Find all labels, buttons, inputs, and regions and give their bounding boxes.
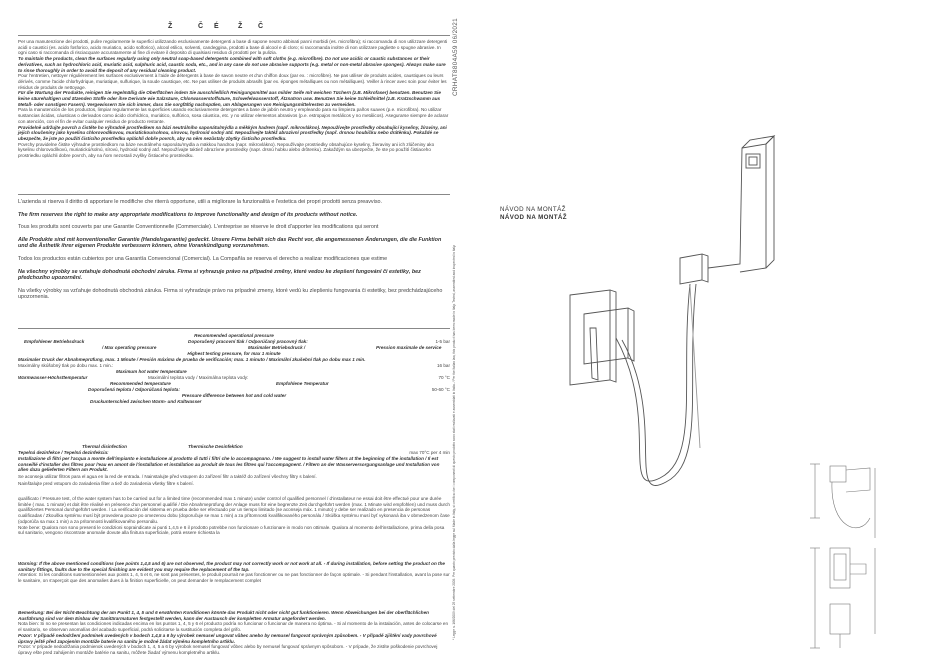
modifications-en: The firm reserves the right to make any appropriate modifications to improve functionality and design of its products without notice. bbox=[18, 211, 358, 218]
warning-en: Warning: If the above mentioned conditions (see points 1,4,5 and 6) are not observed, the product may not correctly work or not work at all. - If during installation, before setting the product on the sanitary fittings, faults due to the special finishing are evident you may require the replacement of the tap. bbox=[18, 561, 445, 572]
disinfection-title: Thermal disinfection bbox=[82, 444, 127, 449]
header-letter: Č bbox=[198, 23, 204, 30]
shower-nozzle-inner bbox=[749, 157, 757, 165]
wall-plate-edge bbox=[610, 290, 616, 382]
title-line: NÁVOD NA MONTÁŽ bbox=[500, 214, 567, 221]
divider bbox=[18, 35, 450, 36]
qualified-text: qualificato / Pressure test, of the water system has to be carried out for a limited time (recommended max 1 minute) under control of qualified personnel / d'installateur ne essai doit être effectué pour une durée limitée ( max. 1 minute) et doit être réalisé en présence d'un personnel qualifié / Die Abnahmeprüfung der Anlage muss für eine begrenzte Zeit durchgeführt werden (max. 1 Minute wird empfohlen) und muss durch qualifiziertes Personal durchgeführt werden. / La verificación del sistema en prueba debe ser efectuado por un tiempo limitado (se aconseja máx. 1 minuto) y debe ser realizado en presencia de personas cualificadas / Zkouška systému musí být provedena pouze po omezenou dobu (doporučuje se max 1 min) a za přítomnosti kvalifikovaného personálu / Skúška systému musí byť vykonaná iba v obmedzenom čase (odporúča sa max 1 min) a za prítomnosti kvalifikovaného personálu. bbox=[18, 496, 450, 524]
shower-head-side bbox=[766, 136, 774, 268]
hygienic-shower-drawing bbox=[570, 136, 774, 485]
warning-section bbox=[18, 561, 450, 584]
spec-heading: Maximum hot water temperature bbox=[116, 369, 187, 374]
side-plate-inner bbox=[834, 554, 846, 580]
spec-label: Maximaler Betriebsdruck / bbox=[248, 345, 306, 350]
modifications-it: L'azienda si riserva il diritto di apportare le modifiche che riterrà opportune, utili a migliorare la funzionalità e l'estetica dei propri prodotti senza preavviso. bbox=[18, 199, 383, 205]
maintenance-fr: Pour l'entretien, nettoyer régulièrement les surfaces exclusivement à l'aide de détergents à base de savon neutre et d'un chiffon doux (par ex. : microfibre). Ne pas utiliser de produits acides, caustiques ou leurs dérivés, comme l'acide chlorhydrique, muriatique, sulfurique, la soude caustique, etc. Ne pas utiliser de produits abrasifs (par ex. éponges métalliques ou non métalliques). Veiller à rincer avec soin pour éviter les résidus de produits de nettoyage. bbox=[18, 73, 447, 90]
technical-drawing-side bbox=[810, 548, 875, 648]
maintenance-en: To maintain the products, clean the surfaces regularly using only neutral soap-based detergents combined with soft cloths (e.g. microfibre). Do not use acidic or caustic substances or their derivatives, such as hydrochloric acid, muriatic acid, sulphuric acid, caustic soda, etc., and in any case do not use abrasive supports (e.g. metal or non-metal abrasive sponges). Always make sure to rinse thoroughly in order to avoid the deposit of any residual cleaning product. bbox=[18, 56, 446, 73]
spec-label: Recommended temperature bbox=[110, 381, 171, 386]
spec-heading: Recommended operational pressure bbox=[194, 333, 274, 338]
divider bbox=[18, 328, 450, 329]
modifications-cs: Na všechny výrobky se vztahuje dohodnutá obchodní záruka. Firma si vyhrazuje právo na případné změny, které vedou ke zlepšení fungování či estetiky, bez předchozího upozornění. bbox=[18, 268, 421, 282]
maintenance-de: Für die Wartung der Produkte, reinigen Sie regelmäßig die Oberflächen indem Sie ausschließlich Reinigungsmittel aus milder Seife mit weichen Tüchern (z.B. Mikrofaser) benutzen. Benutzen Sie keine säurehaltigen und ätzenden Stoffe oder ihre Derivate wie Salzsäure, Chlorwasserstoffsäure, Schwefelwasserstoff, Ätznatron usw. Benutzen Sie keine Schleifmittel (z.B. Kratzschwamm aus Metall- oder sonstigen Fasern). Vergewissern Sie sich immer, dass Sie sorgfältig nachspülen, um Ablagerungen von Reinigungsmittelresten zu vermeiden. bbox=[18, 90, 441, 107]
maintenance-es: Para la manutención de los productos, limpiar regularmente las superficies usando exclusivamente detergentes a base de jabón neutro y empleando para su limpieza paños suaves (p.e. microfibra). No utilizar sustancias ácidas, cáusticas o derivados como ácido clorhídrico, muriático, sulfúrico, sosa cáustica, etc. y no utilizar elementos abrasivos (p.e. estropajos metálicos y no metálicos). Asegurarse siempre de aclarar con atención, con el fin de evitar cualquier residuo de producto restante. bbox=[18, 107, 449, 124]
spec-heading: Pressure difference between hot and cold water bbox=[181, 393, 287, 398]
spec-label: Maximálny skúšobný tlak po dobu max. 1 min.: bbox=[18, 363, 114, 368]
modifications-de: Alle Produkte sind mit konventioneller Garantie (Handelsgarantie) gedeckt. Unsere Firma behält sich das Recht vor, die angemessenen Änderungen, die die Funktion und die Ästhetik ihrer eigenen Produkte verbessern können, ohne Vorankündigung vorzunehmen. bbox=[18, 236, 442, 250]
disinfection-row bbox=[18, 450, 450, 456]
technical-drawing-front bbox=[810, 464, 875, 538]
qualified-note: Note bene: Qualora non sono presenti le condizioni sopraindicate ai punti 1,4,5 e 6 il prodotto potrebbe non funzionare o funzionare in modo non ottimale. Qualora al momento dell'installazione, prima della posa sul sanitario, vengono riscontrate anomalie dovute alla finitura superficiale, potrà essere richiesta la bbox=[18, 524, 445, 536]
disinfection-section bbox=[18, 444, 450, 488]
remarks-sk: Pozor: V prípade nedodržania podmienok uvedených v bodoch 1, 4, 5 a 6 by výrobok nemusel fungovať vôbec alebo by nemusel fungovať správnym spôsobom. - V prípade, že zistíte poškodenie povrchovej úpravy ešte pred zahájením montáže batérie na sanitu, môžete žiadať výmenu kompletného artiklu. bbox=[18, 644, 438, 655]
warning-fr: Attention: Si les conditions susmentionnées aux points 1, 4, 5 et 6, ne sont pas présentes, le produit pourrait ne pas fonctionner ou ne pas fonctionner de façon optimale. - Si pendant l'installation, avant la pose sur le sanitaire, on s'aperçoit que des anomalies dues à la finition superficielle, on peut demander le remplacement complet bbox=[18, 572, 450, 584]
qualified-section bbox=[18, 496, 450, 536]
maintenance-sk: Povrchy pravidelne čistite výhradne prostriedkom na báze neutrálneho saponátu/mydla a mäkkou handrou (napr. mikrovlákno). Nepoužívajte prostriedky obsahujúce kyseliny, žieraviny ani ich zlúčeniny ako kyselinu chlorovodíkovú, muriatickú/solnú, sírovú, hydroxid sodný atď. Nepoužívajte taktiež abrazívne prostriedky (napr. drsnú hubku alebo drôtenku). Zakaždým sa ubezpečte, že ste po použití čistiaceho prostriedku opláchli dobre povrch, aby na ňom nezostali zvyšky čistiaceho prostriedku. bbox=[18, 141, 435, 159]
front-spout bbox=[846, 468, 870, 492]
document-code: CRHAT8804A59 06/2021 bbox=[452, 18, 459, 96]
holder-bracket bbox=[680, 254, 702, 284]
remarks-de: Bemerkung: Bei der Nicht-Beachtung der am Punkt 1, 4, 5 und 6 erwähnten Konditionen könnte das Produkt nicht oder nicht gut funktionieren. Wenn Abweichungen bei der oberflächlichen Ausführung sind vor dem Einbau der Sanitärarmaturen festgestellt werden, kann der Austausch der kompletten Armatur angefordert werden. bbox=[18, 610, 429, 621]
disinfection-it: Installazione di filtri per l'acqua a monte dell'impianto e installazione al prodotto di tutti i filtri che lo accompagnano. / We suggest to install water filters at the beginning of the installation / Il est conseillé d'installer des filtres pour l'eau en amont de l'installation et installation au produit de tous les filtres qui l'accompagnent. / Filtern an der Wasserversorgungsanlage und Installation von allen dazu gelieferten Filtern am Produkt. bbox=[18, 456, 440, 473]
spec-value: 1-5 bar bbox=[435, 339, 450, 344]
disinfection-es: Se aconseja utilizar filtros para el agua en la red de entrada. / Nainstalujte před vstupem do zařízení filtr a taktéž do zařízení všechny filtry s balení. bbox=[18, 474, 317, 480]
spec-label: Doporučený pracovní tlak / Odporúčaný pracovný tlak: bbox=[188, 339, 308, 344]
spec-label: Pression maximale de service bbox=[376, 345, 442, 350]
shower-hose bbox=[616, 284, 690, 481]
header-letter: Ž bbox=[168, 23, 173, 30]
disinfection-label: Tepelná dezinfekce / Tepelná dezinfekcia: bbox=[18, 450, 109, 455]
spec-label: Maximální teplota vody / Maximálna teplota vody: bbox=[148, 375, 249, 380]
lever-handle bbox=[590, 328, 598, 380]
disinfection-title: Thermische Desinfektion bbox=[188, 444, 243, 449]
spec-label: Empfohlene Temperatur bbox=[276, 381, 329, 386]
side-body bbox=[830, 604, 850, 634]
maintenance-it: Per una manutenzione dei prodotti, pulire regolarmente le superfici utilizzando esclusivamente detergenti a base di sapone neutro abbinati panni morbidi (es. microfibra); si raccomanda di non utilizzare detergenti acidi o caustici (es. acido fosforico, acido muriatico, acido solforico), alcool etilico, solventi, candeggina, prodotti a base di alcool e di cloro; si raccomanda inoltre di non utilizzare pagliette o spugne abrasive. In ogni caso si raccomanda di risciacquare accuratamente al fine di evitare il deposito di qualsiasi residuo di prodotti per la pulizia. bbox=[18, 39, 448, 56]
shower-nozzle bbox=[746, 154, 760, 168]
spec-value: 70 °C bbox=[438, 375, 450, 380]
spec-label: Doporučená teplota / Odporúčaná teplota: bbox=[88, 387, 180, 392]
spec-value: 16 bar bbox=[436, 363, 450, 368]
modifications-es: Todos los productos están cubiertos por una Garantía Convencional (Comercial). La Compañía se reserva el derecho a realizar modificaciones que estime bbox=[18, 255, 388, 262]
side-handle bbox=[850, 564, 866, 574]
modifications-fr: Tous les produits sont couverts par une Garantie Conventionnelle (Commerciale). L'entreprise se réserve le droit d'apporter les modifications qui seront bbox=[18, 224, 379, 231]
legal-note: * Legge n. 166/2009 del 25 settembre 2009. Per quanto previsto dalla legge sul Made in Italy, si certifica che i componenti di questo prodotto sono stati realizzati e assemblati in Italia. / Per the Italian law, this product has been made in Italy. Tested, assembled and inspected in Italy. bbox=[452, 244, 456, 640]
holder-bracket-side bbox=[702, 254, 708, 282]
spec-heading: Highest testing pressure, for max 1 minute bbox=[187, 351, 281, 356]
shower-head-top bbox=[742, 136, 774, 148]
modifications-section bbox=[18, 199, 450, 307]
front-hose bbox=[832, 482, 870, 528]
maintenance-section bbox=[18, 39, 450, 159]
maintenance-cs: Pravidelně udržujte povrch a čistěte ho výhradně prostředkem na bázi neutrálního saponátu/mýdla a měkkým hadrem (např. mikrovlákno). Nepoužívejte prostředky obsahující kyseliny, žíraviny, ani jejich sloučeniny jako kyselinu chlorovodíkovou, muriatickou/solnou, sírovou, hydroxid sodný atd. Nepoužívejte taktéž abrazivní prostředky (např. drsnou houbičku nebo drátěnku). Pokaždé se ubezpečte, že jste po použití čisticího prostředku opláchli dobře povrch, aby na něm nezůstaly zbytky čisticího prostředku. bbox=[18, 124, 447, 141]
spec-label: / Max operating pressure bbox=[102, 345, 157, 350]
divider bbox=[18, 194, 450, 195]
product-drawings bbox=[530, 118, 940, 658]
disinfection-value: max 70°C per 4 min bbox=[409, 450, 450, 455]
remarks-es: Nota bien: Si no se presentan las condiciones indicadas encima en los puntos 1, 4, 5 y 6 el producto podría no funcionar o funcionar de manera no óptima. - Si al momento de la instalación, antes de colocarse en el sanitario, se observan anomalías del acabado superficial, podrá solicitarse la sustitución completa del grifo. bbox=[18, 621, 449, 633]
remarks-section bbox=[18, 610, 450, 656]
disinfection-sk: Nainštalujte pred vstupom do zariadenia filter a tiež do zariadenia všetky filtre s balení. bbox=[18, 480, 194, 486]
header-letter: Ž bbox=[238, 23, 243, 30]
spec-row: Maximaler Druck der Abnahmeprüfung, max. 1 Minute / Presión máxima de prueba de verificación; max. 1 minuto / Maximální zkušební tlak po dobu max 1 min. bbox=[18, 357, 366, 362]
spec-heading: Druckunterschied zwischen Warm- und Kaltwasser bbox=[90, 399, 202, 404]
modifications-sk: Na všetky výrobky sa vzťahuje dohodnutá obchodná záruka. Firma si vyhradzuje právo na prípadné zmeny, ktoré vedú ku zlepšeniu fungovania či estetiky, bez predchádzajúceho upozornenia. bbox=[18, 287, 443, 301]
spec-label: Empfohlener Betriebsdruck bbox=[24, 339, 85, 344]
remarks-cs: Pozor: V případě nedodržení podmínek uvedených v bodech 1,4,5 a 6 by výrobek nemusel ungovat vůbec anebo by nemusel fungovat správným způsobem. - V případě zjištění vady povrchové úpravy ještě před zapojením montáže baterie na sanitu je možné žádat výměnu kompletního artiklu. bbox=[18, 632, 437, 644]
header-letter: Č bbox=[258, 23, 264, 30]
spec-label: Warmwasser-Höchsttemperatur bbox=[18, 375, 88, 380]
spec-value: 50-60 °C bbox=[431, 387, 450, 392]
header-letter: É bbox=[214, 23, 219, 30]
specifications-section bbox=[18, 333, 450, 405]
title-line: NÁVOD NA MONTÁŽ bbox=[500, 206, 566, 213]
instructions-column bbox=[18, 18, 450, 658]
front-plate bbox=[830, 466, 846, 482]
